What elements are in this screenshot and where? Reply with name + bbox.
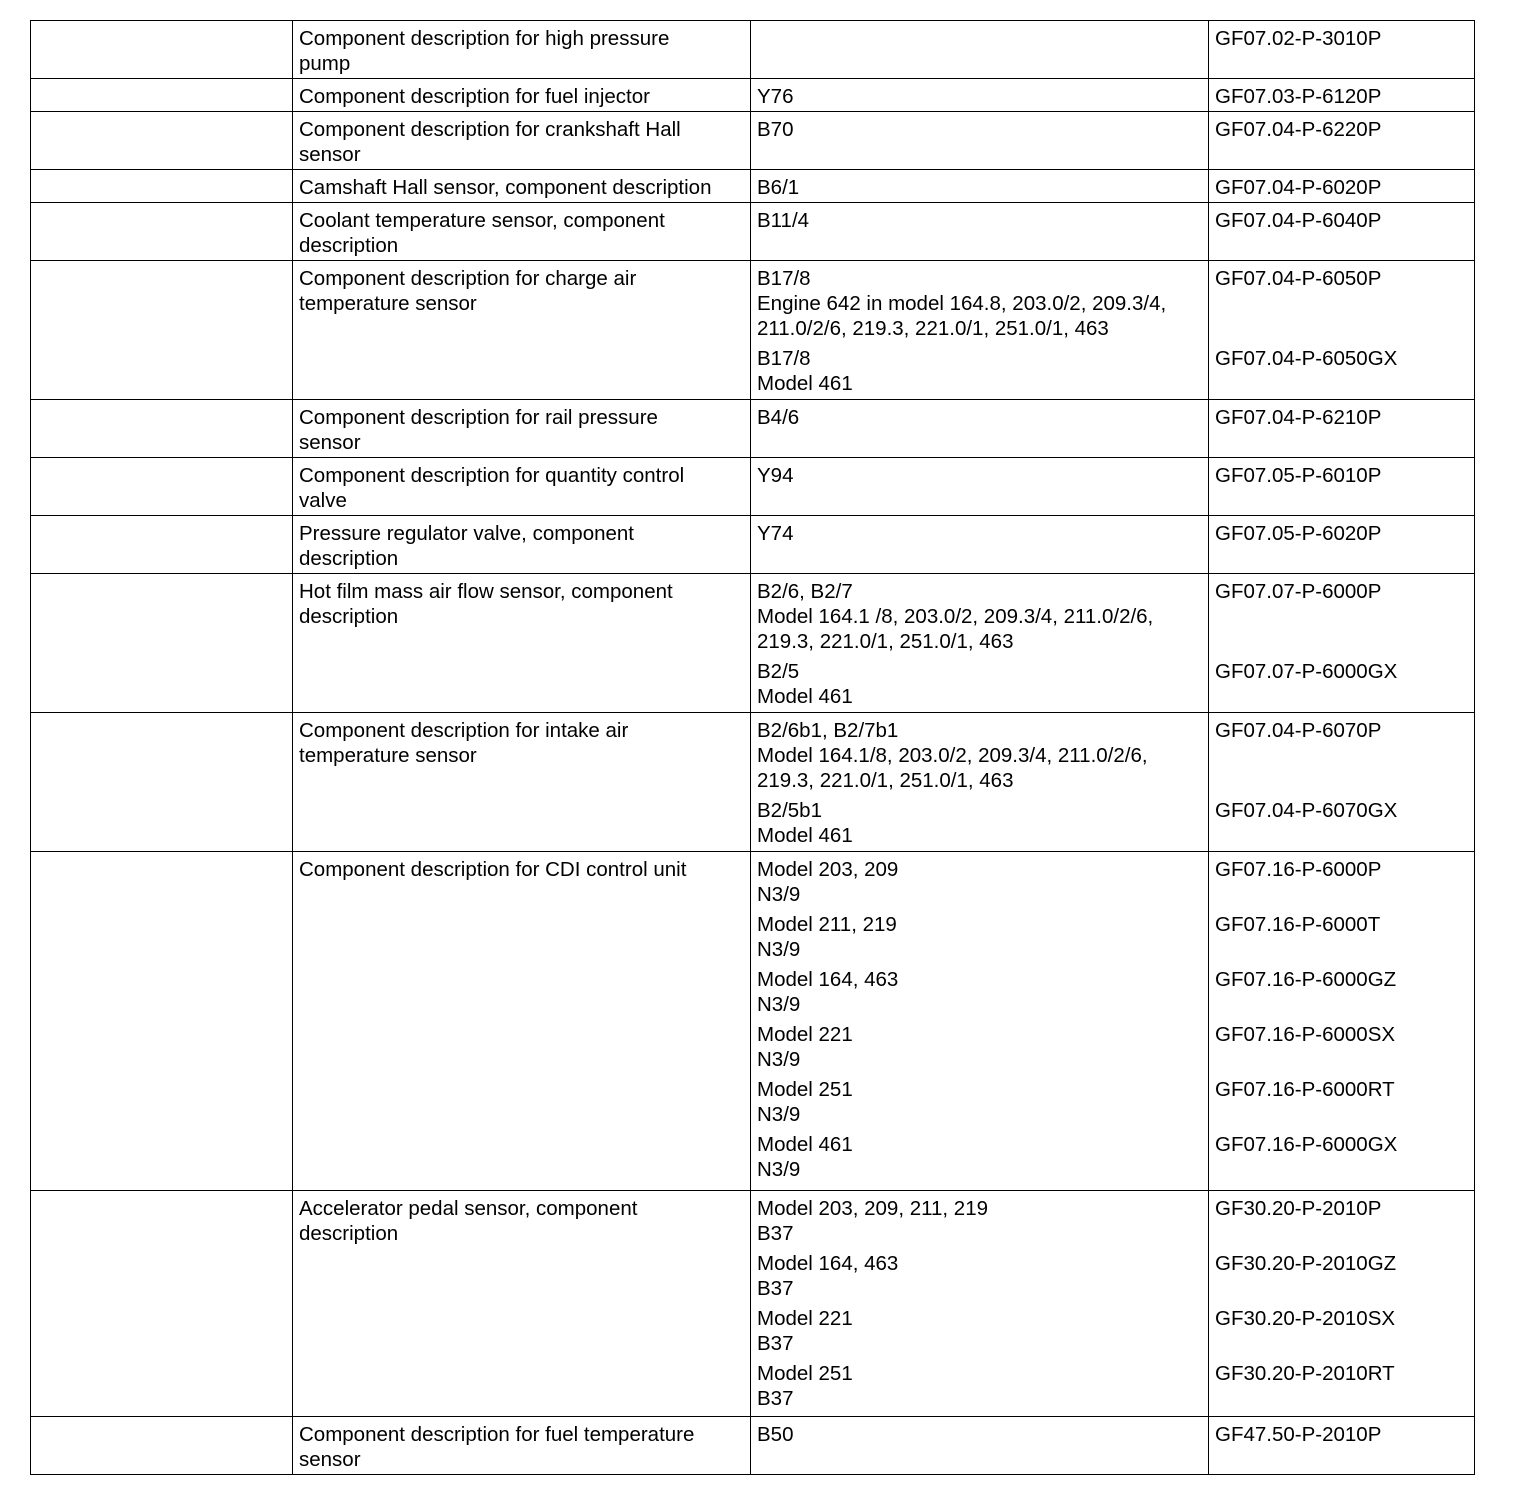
designation-line: B2/5 (757, 660, 800, 683)
table-row (31, 261, 1475, 400)
designation-entry (757, 1022, 1202, 1077)
description-line: Coolant temperature sensor, component (299, 209, 665, 232)
designation-entry (757, 1251, 1202, 1306)
document-code: GF07.04-P-6070GX (1215, 799, 1398, 822)
description-line: Pressure regulator valve, component (299, 522, 635, 545)
description-line: valve (299, 489, 347, 512)
designation-cell (751, 400, 1209, 458)
description-cell (293, 1417, 751, 1475)
designation-entry (757, 912, 1202, 967)
table-row (31, 21, 1475, 79)
designation-cell (751, 1417, 1209, 1475)
empty-cell (31, 261, 293, 400)
description-line: temperature sensor (299, 292, 477, 315)
designation-line: Model 164.1/8, 203.0/2, 209.3/4, 211.0/2/6, (757, 744, 1148, 767)
document-code-cell (1209, 516, 1475, 574)
document-code: GF07.16-P-6000GX (1215, 1133, 1398, 1156)
description-line: Component description for quantity control (299, 464, 685, 487)
designation-line: Model 251 (757, 1362, 853, 1385)
designation-line: B2/5b1 (757, 799, 822, 822)
designation-entry (757, 798, 1202, 848)
designation-line: Model 203, 209 (757, 858, 899, 881)
description-line: description (299, 547, 399, 570)
document-code-cell (1209, 574, 1475, 713)
document-code: GF30.20-P-2010SX (1215, 1307, 1396, 1330)
designation-cell (751, 21, 1209, 79)
designation-entry (757, 857, 1202, 912)
table-row (31, 170, 1475, 203)
document-code-cell (1209, 1417, 1475, 1475)
designation-line: B37 (757, 1277, 794, 1300)
description-cell (293, 203, 751, 261)
designation-line: Model 211, 219 (757, 913, 897, 936)
document-code: GF07.07-P-6000GX (1215, 660, 1398, 683)
designation-line: Model 461 (757, 824, 853, 847)
table-row (31, 1191, 1475, 1417)
description-line: sensor (299, 431, 361, 454)
designation-line: N3/9 (757, 883, 801, 906)
designation-line: Model 461 (757, 685, 853, 708)
designation-cell (751, 574, 1209, 713)
table-row (31, 574, 1475, 713)
document-code: GF07.03-P-6120P (1215, 85, 1382, 108)
description-line: Hot film mass air flow sensor, component (299, 580, 673, 603)
document-code-cell (1209, 1191, 1475, 1417)
description-cell (293, 261, 751, 400)
document-code: GF07.04-P-6220P (1215, 118, 1382, 141)
empty-cell (31, 112, 293, 170)
designation-line: B2/6, B2/7 (757, 580, 853, 603)
document-code: GF07.16-P-6000P (1215, 858, 1382, 881)
description-cell (293, 170, 751, 203)
empty-cell (31, 1191, 293, 1417)
description-cell (293, 112, 751, 170)
description-line: Component description for charge air (299, 267, 637, 290)
designation-cell (751, 458, 1209, 516)
designation-entry (757, 117, 1202, 142)
designation-entry (757, 967, 1202, 1022)
designation-cell (751, 852, 1209, 1191)
document-code: GF07.16-P-6000SX (1215, 1023, 1396, 1046)
designation-line: Model 164, 463 (757, 1252, 899, 1275)
designation-line: Model 251 (757, 1078, 853, 1101)
designation-line: B17/8 (757, 347, 811, 370)
description-line: temperature sensor (299, 744, 477, 767)
description-cell (293, 713, 751, 852)
document-code-cell (1209, 458, 1475, 516)
table-row (31, 112, 1475, 170)
designation-entry (757, 346, 1202, 396)
designation-entry (757, 1306, 1202, 1361)
empty-cell (31, 713, 293, 852)
designation-line: Model 461 (757, 372, 853, 395)
description-cell (293, 852, 751, 1191)
empty-cell (31, 79, 293, 112)
description-line: Accelerator pedal sensor, component (299, 1197, 638, 1220)
empty-cell (31, 458, 293, 516)
empty-cell (31, 1417, 293, 1475)
designation-entry (757, 1361, 1202, 1411)
description-cell (293, 516, 751, 574)
empty-cell (31, 400, 293, 458)
component-reference-table (30, 20, 1475, 1475)
document-code: GF47.50-P-2010P (1215, 1423, 1382, 1446)
empty-cell (31, 170, 293, 203)
designation-line: N3/9 (757, 1048, 801, 1071)
table-row (31, 203, 1475, 261)
document-code-cell (1209, 112, 1475, 170)
designation-cell (751, 516, 1209, 574)
document-code: GF07.16-P-6000GZ (1215, 968, 1397, 991)
document-code-cell (1209, 713, 1475, 852)
designation-cell (751, 79, 1209, 112)
designation-line: B2/6b1, B2/7b1 (757, 719, 899, 742)
document-code-cell (1209, 400, 1475, 458)
document-code-cell (1209, 79, 1475, 112)
designation-line: 219.3, 221.0/1, 251.0/1, 463 (757, 769, 1014, 792)
designation-entry (757, 1132, 1202, 1182)
description-line: Camshaft Hall sensor, component description (299, 176, 712, 199)
designation-line: Model 221 (757, 1023, 853, 1046)
designation-entry (757, 175, 1202, 200)
designation-line: Y74 (757, 522, 794, 545)
description-cell (293, 79, 751, 112)
designation-entry (757, 579, 1202, 659)
designation-line: Model 164, 463 (757, 968, 899, 991)
document-code: GF30.20-P-2010RT (1215, 1362, 1395, 1385)
document-code: GF07.04-P-6050GX (1215, 347, 1398, 370)
designation-entry (757, 521, 1202, 546)
designation-line: B37 (757, 1222, 794, 1245)
document-code: GF07.05-P-6020P (1215, 522, 1382, 545)
document-code: GF07.04-P-6070P (1215, 719, 1382, 742)
document-code: GF30.20-P-2010P (1215, 1197, 1382, 1220)
designation-entry (757, 266, 1202, 346)
table-row (31, 400, 1475, 458)
designation-line: Model 164.1 /8, 203.0/2, 209.3/4, 211.0/2/6, (757, 605, 1154, 628)
description-line: Component description for crankshaft Hall (299, 118, 681, 141)
designation-line: Y94 (757, 464, 794, 487)
document-code: GF30.20-P-2010GZ (1215, 1252, 1397, 1275)
empty-cell (31, 852, 293, 1191)
designation-line: Model 461 (757, 1133, 853, 1156)
empty-cell (31, 203, 293, 261)
description-line: Component description for fuel temperature (299, 1423, 695, 1446)
description-line: sensor (299, 143, 361, 166)
table-row (31, 516, 1475, 574)
table-body (31, 21, 1475, 1475)
designation-cell (751, 713, 1209, 852)
description-cell (293, 1191, 751, 1417)
designation-line: B70 (757, 118, 794, 141)
description-line: Component description for rail pressure (299, 406, 658, 429)
designation-entry (757, 405, 1202, 430)
designation-line: 219.3, 221.0/1, 251.0/1, 463 (757, 630, 1014, 653)
description-line: sensor (299, 1448, 361, 1471)
description-cell (293, 400, 751, 458)
designation-entry (757, 463, 1202, 488)
designation-entry (757, 208, 1202, 233)
designation-line: 211.0/2/6, 219.3, 221.0/1, 251.0/1, 463 (757, 317, 1109, 340)
designation-line: B17/8 (757, 267, 811, 290)
description-line: Component description for fuel injector (299, 85, 650, 108)
designation-entry (757, 718, 1202, 798)
table-row (31, 79, 1475, 112)
designation-line: N3/9 (757, 1103, 801, 1126)
document-code: GF07.16-P-6000RT (1215, 1078, 1395, 1101)
description-line: description (299, 234, 399, 257)
document-code-cell (1209, 21, 1475, 79)
document-code-cell (1209, 170, 1475, 203)
description-cell (293, 574, 751, 713)
designation-line: B11/4 (757, 209, 810, 232)
designation-entry (757, 84, 1202, 109)
designation-line: N3/9 (757, 938, 801, 961)
document-code-cell (1209, 203, 1475, 261)
document-code: GF07.04-P-6020P (1215, 176, 1382, 199)
designation-entry (757, 1196, 1202, 1251)
empty-cell (31, 21, 293, 79)
designation-line: B37 (757, 1387, 794, 1410)
designation-line: B4/6 (757, 406, 800, 429)
designation-line: Model 221 (757, 1307, 853, 1330)
description-line: Component description for high pressure (299, 27, 670, 50)
designation-line: B6/1 (757, 176, 800, 199)
document-code-cell (1209, 852, 1475, 1191)
designation-line: Engine 642 in model 164.8, 203.0/2, 209.3/4, (757, 292, 1167, 315)
description-line: Component description for CDI control unit (299, 858, 687, 881)
designation-cell (751, 170, 1209, 203)
description-line: Component description for intake air (299, 719, 629, 742)
table-row (31, 458, 1475, 516)
designation-cell (751, 1191, 1209, 1417)
document-code: GF07.16-P-6000T (1215, 913, 1381, 936)
designation-entry (757, 659, 1202, 709)
description-cell (293, 21, 751, 79)
empty-cell (31, 516, 293, 574)
table-row (31, 1417, 1475, 1475)
table-row (31, 852, 1475, 1191)
description-cell (293, 458, 751, 516)
table-row (31, 713, 1475, 852)
designation-line: B50 (757, 1423, 794, 1446)
designation-line: B37 (757, 1332, 794, 1355)
designation-cell (751, 203, 1209, 261)
document-code: GF07.02-P-3010P (1215, 27, 1382, 50)
document-code: GF07.04-P-6050P (1215, 267, 1382, 290)
designation-entry (757, 1077, 1202, 1132)
designation-line: Y76 (757, 85, 794, 108)
designation-line: N3/9 (757, 993, 801, 1016)
document-code: GF07.04-P-6210P (1215, 406, 1382, 429)
document-code: GF07.07-P-6000P (1215, 580, 1382, 603)
document-code: GF07.04-P-6040P (1215, 209, 1382, 232)
description-line: pump (299, 52, 351, 75)
document-code-cell (1209, 261, 1475, 400)
designation-cell (751, 261, 1209, 400)
empty-cell (31, 574, 293, 713)
document-code: GF07.05-P-6010P (1215, 464, 1382, 487)
description-line: description (299, 605, 399, 628)
designation-cell (751, 112, 1209, 170)
description-line: description (299, 1222, 399, 1245)
designation-line: Model 203, 209, 211, 219 (757, 1197, 988, 1220)
designation-entry (757, 1422, 1202, 1447)
designation-line: N3/9 (757, 1158, 801, 1181)
